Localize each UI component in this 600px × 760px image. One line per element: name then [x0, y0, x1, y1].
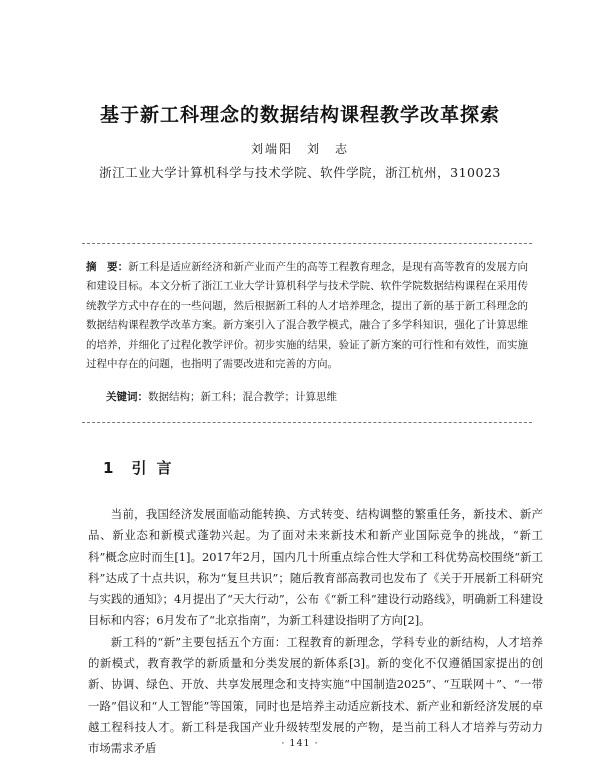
- section-number: 1: [103, 459, 114, 477]
- abstract-text: 新工科是适应新经济和新产业而产生的高等工程教育理念，是现有高等教育的发展方向和建设目标。本文分析了浙江工业大学计算机科学与技术学院、软件学院数据结构课程在采用传统教学方式中存在的一些问题，然后根据新工科的人才培养理念，提出了新的基于新工科理念的数据结构课程教学改革方案。新方案引入了混合教学模式，融合了多学科知识，强化了计算思维的培养，并细化了过程化教学评价。初步实施的结果，验证了新方案的可行性和有效性，而实施过程中存在的问题，也指明了需要改进和完善的方向。: [86, 261, 529, 371]
- affiliation: 浙江工业大学计算机科学与技术学院、软件学院，浙江杭州，310023: [99, 165, 501, 180]
- authors: 刘端阳 刘 志: [250, 142, 349, 156]
- section-title: 引言: [131, 459, 182, 477]
- section-heading: [103, 457, 181, 478]
- abstract: [86, 258, 528, 374]
- page-number: · 141 ·: [281, 738, 319, 749]
- keywords-text: 数据结构；新工科；混合教学；计算思维: [148, 391, 337, 403]
- body-text: [88, 504, 543, 760]
- paragraph: 新工科的“新”主要包括五个方面：工程教育的新理念，学科专业的新结构，人才培养的新模式，教育教学的新质量和分类发展的新体系[3]。新的变化不仅遵循国家提出的创新、协调、绿色、开放、共享发展理念和支持实施“中国制造2025”、“互联网＋”、“一带一路”倡议和“人工智能”等国策，同时也是培养主动适应新技术、新产业和新经济发展的卓越工程科技人才。新工科是我国产业升级转型发展的产物，是当前工科人才培养与劳动力市场需求矛盾: [88, 634, 543, 756]
- paragraph: 当前，我国经济发展面临动能转换、方式转变、结构调整的繁重任务，新技术、新产品、新业态和新模式蓬勃兴起。为了面对未来新技术和新产业国际竞争的挑战，“新工科”概念应时而生[1]。2017年2月，国内几十所重点综合性大学和工科优势高校围绕“新工科”达成了十点共识，称为“复旦共识”；随后教育部高教司也发布了《关于开展新工科研究与实践的通知》；4月提出了“天大行动”，公布《“新工科”建设行动路线》，明确新工科建设目标和内容；6月发布了“北京指南”，为新工科建设指明了方向[2]。: [88, 507, 543, 628]
- keywords: [106, 388, 526, 407]
- keywords-label: 关键词：: [106, 391, 148, 403]
- paper-title: 基于新工科理念的数据结构课程教学改革探索: [99, 104, 500, 126]
- abstract-label: 摘 要：: [86, 261, 129, 273]
